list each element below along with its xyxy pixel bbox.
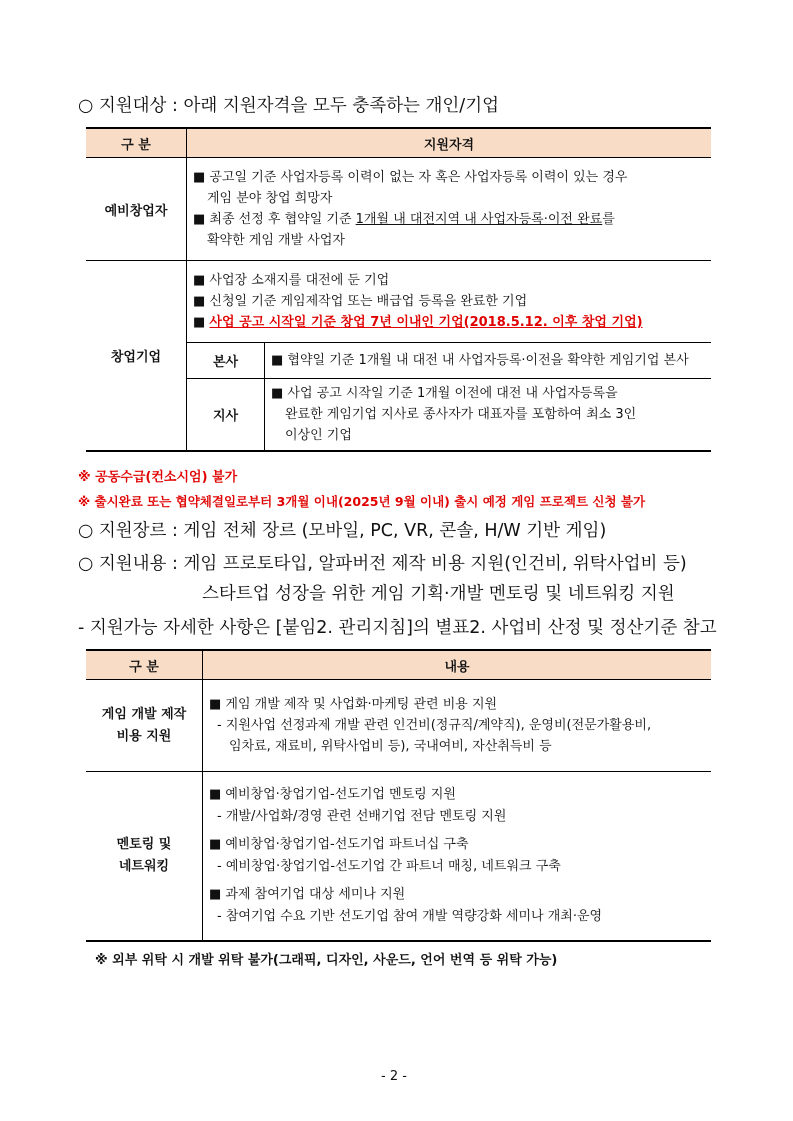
mentor-item2: ■ 예비창업·창업기업-선도기업 파트너십 구축 xyxy=(209,836,469,852)
prestartup-item2-prefix: ■ 최종 선정 후 협약일 기준 xyxy=(193,212,356,227)
startup-item3 xyxy=(193,312,710,333)
startup-item2: ■ 신청일 기준 게임제작업 또는 배급업 등록을 완료한 기업 xyxy=(193,294,528,309)
startup-criteria xyxy=(187,261,712,343)
prestartup-item1-cont: 게임 분야 창업 희망자 xyxy=(207,191,333,206)
startup-label: 창업기업 xyxy=(86,261,187,451)
prestartup-item1: ■ 공고일 기준 사업자등록 이력이 없는 자 혹은 사업자등록 이력이 있는 경우 xyxy=(193,170,628,185)
dev-sub1-cont: 임차료, 재료비, 위탁사업비 등), 국내여비, 자산취득비 등 xyxy=(229,739,552,754)
dev-label-line1: 게임 개발 제작 xyxy=(101,706,187,722)
section-content-cont: 스타트업 성장을 위한 게임 기획·개발 멘토링 및 네트워킹 지원 xyxy=(202,584,675,604)
section-genre: ○ 지원장르 : 게임 전체 장르 (모바일, PC, VR, 콘솔, H/W 기반 게임) xyxy=(78,521,607,541)
mentor-item1: ■ 예비창업·창업기업-선도기업 멘토링 지원 xyxy=(209,786,456,802)
prestartup-item2-suffix: 를 xyxy=(602,212,615,227)
table1-header-qualification: 지원자격 xyxy=(187,128,712,158)
note-consortium: ※ 공동수급(컨소시엄) 불가 xyxy=(78,470,238,485)
mentor-label xyxy=(86,772,203,941)
branch-criteria xyxy=(265,379,712,451)
branch-line2: 완료한 게임기업 지사로 종사자가 대표자를 포함하여 최소 3인 xyxy=(285,406,637,422)
page-number: - 2 - xyxy=(381,1069,407,1084)
note-release: ※ 출시완료 또는 협약체결일로부터 3개월 이내(2025년 9월 이내) 출시 예정 게임 프로젝트 신청 불가 xyxy=(78,494,646,509)
mentor-sub1: - 개발/사업화/경영 관련 선배기업 전담 멘토링 지원 xyxy=(217,808,507,824)
section-detail: - 지원가능 자세한 사항은 [붙임2. 관리지침]의 별표2. 사업비 산정 및 정산기준 참고 xyxy=(78,618,717,638)
startup-item3-bullet: ■ xyxy=(193,315,210,330)
branch-line3: 이상인 기업 xyxy=(285,427,352,443)
hq-label: 본사 xyxy=(187,343,265,379)
note-outsourcing: ※ 외부 위탁 시 개발 위탁 불가(그래픽, 디자인, 사운드, 언어 번역 등 위탁 가능) xyxy=(95,953,558,968)
dev-sub1: - 지원사업 선정과제 개발 관련 인건비(정규직/계약직), 운영비(전문가활용비, xyxy=(217,718,652,733)
dev-label xyxy=(86,680,203,772)
table2-header-content: 내용 xyxy=(203,650,712,680)
dev-label-line2: 비용 지원 xyxy=(116,728,172,744)
prestartup-criteria xyxy=(187,158,712,261)
branch-label: 지사 xyxy=(187,379,265,451)
mentor-content xyxy=(203,772,712,941)
startup-item1: ■ 사업장 소재지를 대전에 둔 기업 xyxy=(193,273,390,288)
mentor-label-line2: 네트워킹 xyxy=(118,858,170,874)
prestartup-item2 xyxy=(193,209,710,230)
table1-header-category: 구 분 xyxy=(86,128,187,158)
mentor-item3: ■ 과제 참여기업 대상 세미나 지원 xyxy=(209,886,406,902)
mentor-label-line1: 멘토링 및 xyxy=(116,836,172,852)
prestartup-label: 예비창업자 xyxy=(86,158,187,261)
mentor-sub3: - 참여기업 수요 기반 선도기업 참여 개발 역량강화 세미나 개최·운영 xyxy=(217,908,603,924)
startup-item3-highlight: 사업 공고 시작일 기준 창업 7년 이내인 기업(2018.5.12. 이후 창업 기업) xyxy=(209,315,643,330)
prestartup-item2-cont: 확약한 게임 개발 사업자 xyxy=(207,233,345,248)
section-content: ○ 지원내용 : 게임 프로토타입, 알파버전 제작 비용 지원(인건비, 위탁사업비 등) xyxy=(78,554,687,574)
dev-item1: ■ 게임 개발 제작 및 사업화·마케팅 관련 비용 지원 xyxy=(209,697,498,712)
prestartup-item2-underlined: 1개월 내 대전지역 내 사업자등록·이전 완료 xyxy=(355,212,603,227)
hq-criteria: ■ 협약일 기준 1개월 내 대전 내 사업자등록·이전을 확약한 게임기업 본사 xyxy=(265,343,712,379)
section-eligibility: ○ 지원대상 : 아래 지원자격을 모두 충족하는 개인/기업 xyxy=(78,96,500,116)
table2-header-category: 구 분 xyxy=(86,650,203,680)
dev-content xyxy=(203,680,712,772)
branch-line1: ■ 사업 공고 시작일 기준 1개월 이전에 대전 내 사업자등록을 xyxy=(271,385,618,401)
support-table xyxy=(86,649,711,942)
eligibility-table xyxy=(86,127,711,452)
mentor-sub2: - 예비창업·창업기업-선도기업 간 파트너 매칭, 네트워크 구축 xyxy=(217,858,561,874)
